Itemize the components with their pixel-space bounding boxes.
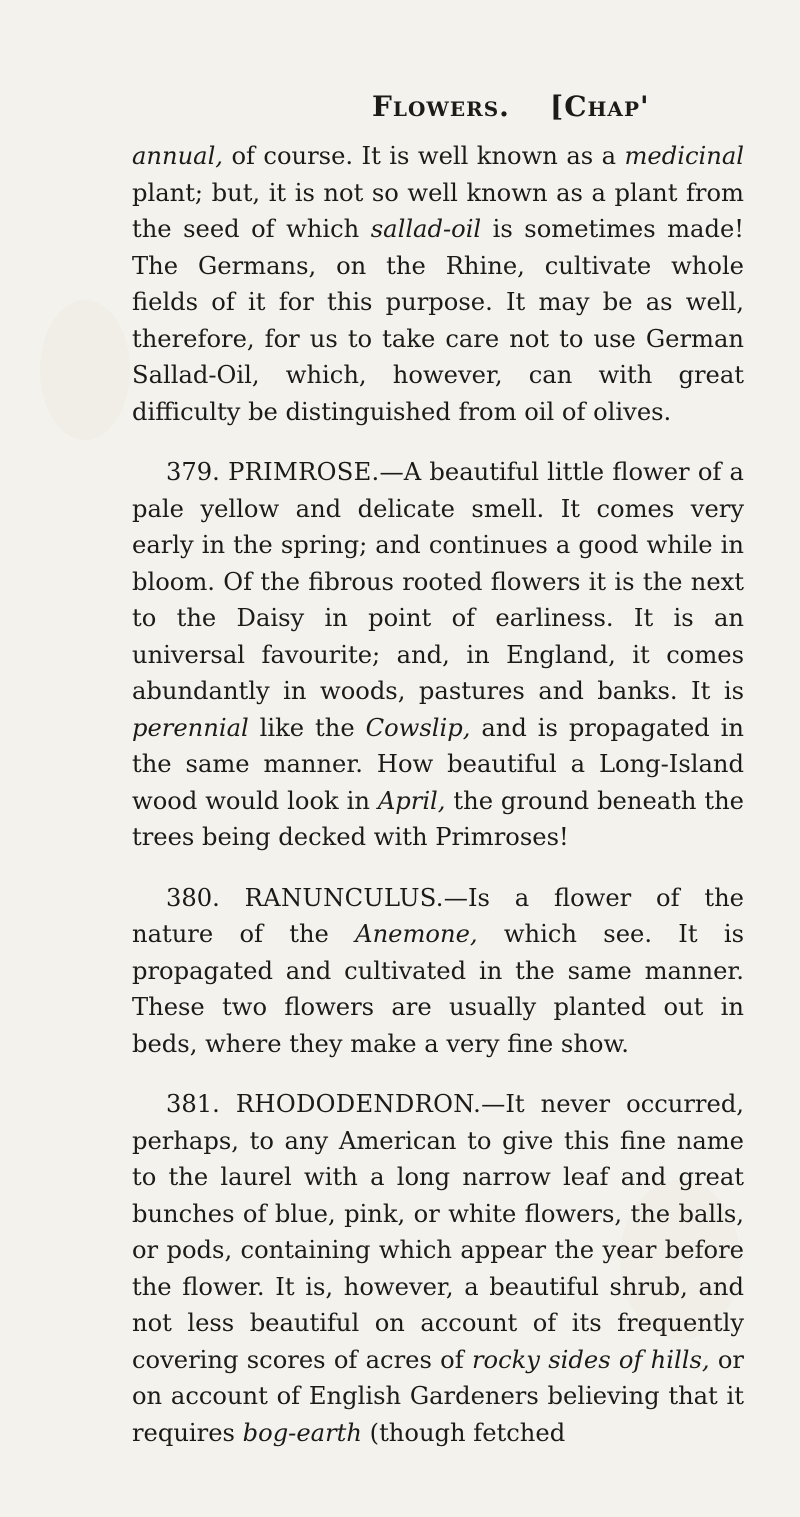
chapter-label: [Chap': [550, 90, 650, 123]
italic-term: Anemone,: [355, 920, 478, 948]
italic-term: perennial: [132, 713, 249, 742]
italic-term: rocky sides of hills,: [471, 1345, 710, 1374]
text-run: is sometimes made! The Germans, on the Rhine, cultivate whole fields of it for this purpose. It may be as well, therefore, for us to take care not to use German Sallad-Oil, which, however, can with great difficulty be distinguished from oil of olives.: [132, 215, 744, 426]
entry-number: 380.: [166, 883, 220, 912]
italic-term: sallad-oil: [370, 215, 482, 243]
text-run: of course. It is well known as a: [223, 142, 625, 170]
running-title: Flowers.: [372, 90, 510, 123]
continuation-paragraph: [132, 138, 744, 430]
italic-term: bog-earth: [242, 1418, 362, 1447]
text-run: and is propagated in the same manner. How beautiful a Long-Island wood would look in: [132, 713, 744, 815]
italic-term: Cowslip,: [365, 713, 471, 742]
text-run: which see. It is propagated and cultivated in the same manner. These two flowers are usually planted out in beds, where they make a very fine show.: [132, 920, 744, 1058]
paper-stain: [40, 300, 130, 440]
text-run: plant; but, it is not so well known as a plant from the seed of which: [132, 178, 744, 243]
entry-heading: RHODODENDRON.: [235, 1090, 482, 1118]
text-run: or on account of English Gardeners believing that it requires: [132, 1345, 744, 1447]
text-run: —A beautiful little flower of a pale yellow and delicate smell. It comes very early in the spring; and continues a good while in bloom. Of the fibrous rooted flowers it is the next to the Daisy in point of earliness. It is an universal favourite; and, in England, it comes abundantly in woods, pastures and banks. It is: [132, 458, 744, 705]
italic-term: annual,: [132, 142, 223, 170]
italic-term: medicinal: [624, 142, 744, 170]
text-run: —Is a flower of the nature of the: [132, 883, 744, 948]
body-text: [132, 138, 744, 1451]
text-run: like the: [248, 713, 366, 742]
entry-number: 379.: [166, 458, 220, 486]
entry-ranunculus: [132, 880, 744, 1063]
italic-term: April,: [377, 786, 446, 815]
entry-primrose: [132, 454, 744, 856]
text-run: (though fetched: [361, 1418, 566, 1447]
entry-rhododendron: [132, 1086, 744, 1451]
entry-number: 381.: [166, 1090, 220, 1118]
text-run: —It never occurred, perhaps, to any American to give this fine name to the laurel with a long narrow leaf and great bunches of blue, pink, or white flowers, the balls, or pods, containing which appear the year before the flower. It is, however, a beautiful shrub, and not less beautiful on account of its frequently covering scores of acres of: [132, 1090, 744, 1374]
entry-heading: PRIMROSE.: [228, 458, 380, 486]
text-run: the ground beneath the trees being decked with Primroses!: [132, 786, 744, 851]
entry-heading: RANUNCULUS.: [244, 883, 444, 912]
